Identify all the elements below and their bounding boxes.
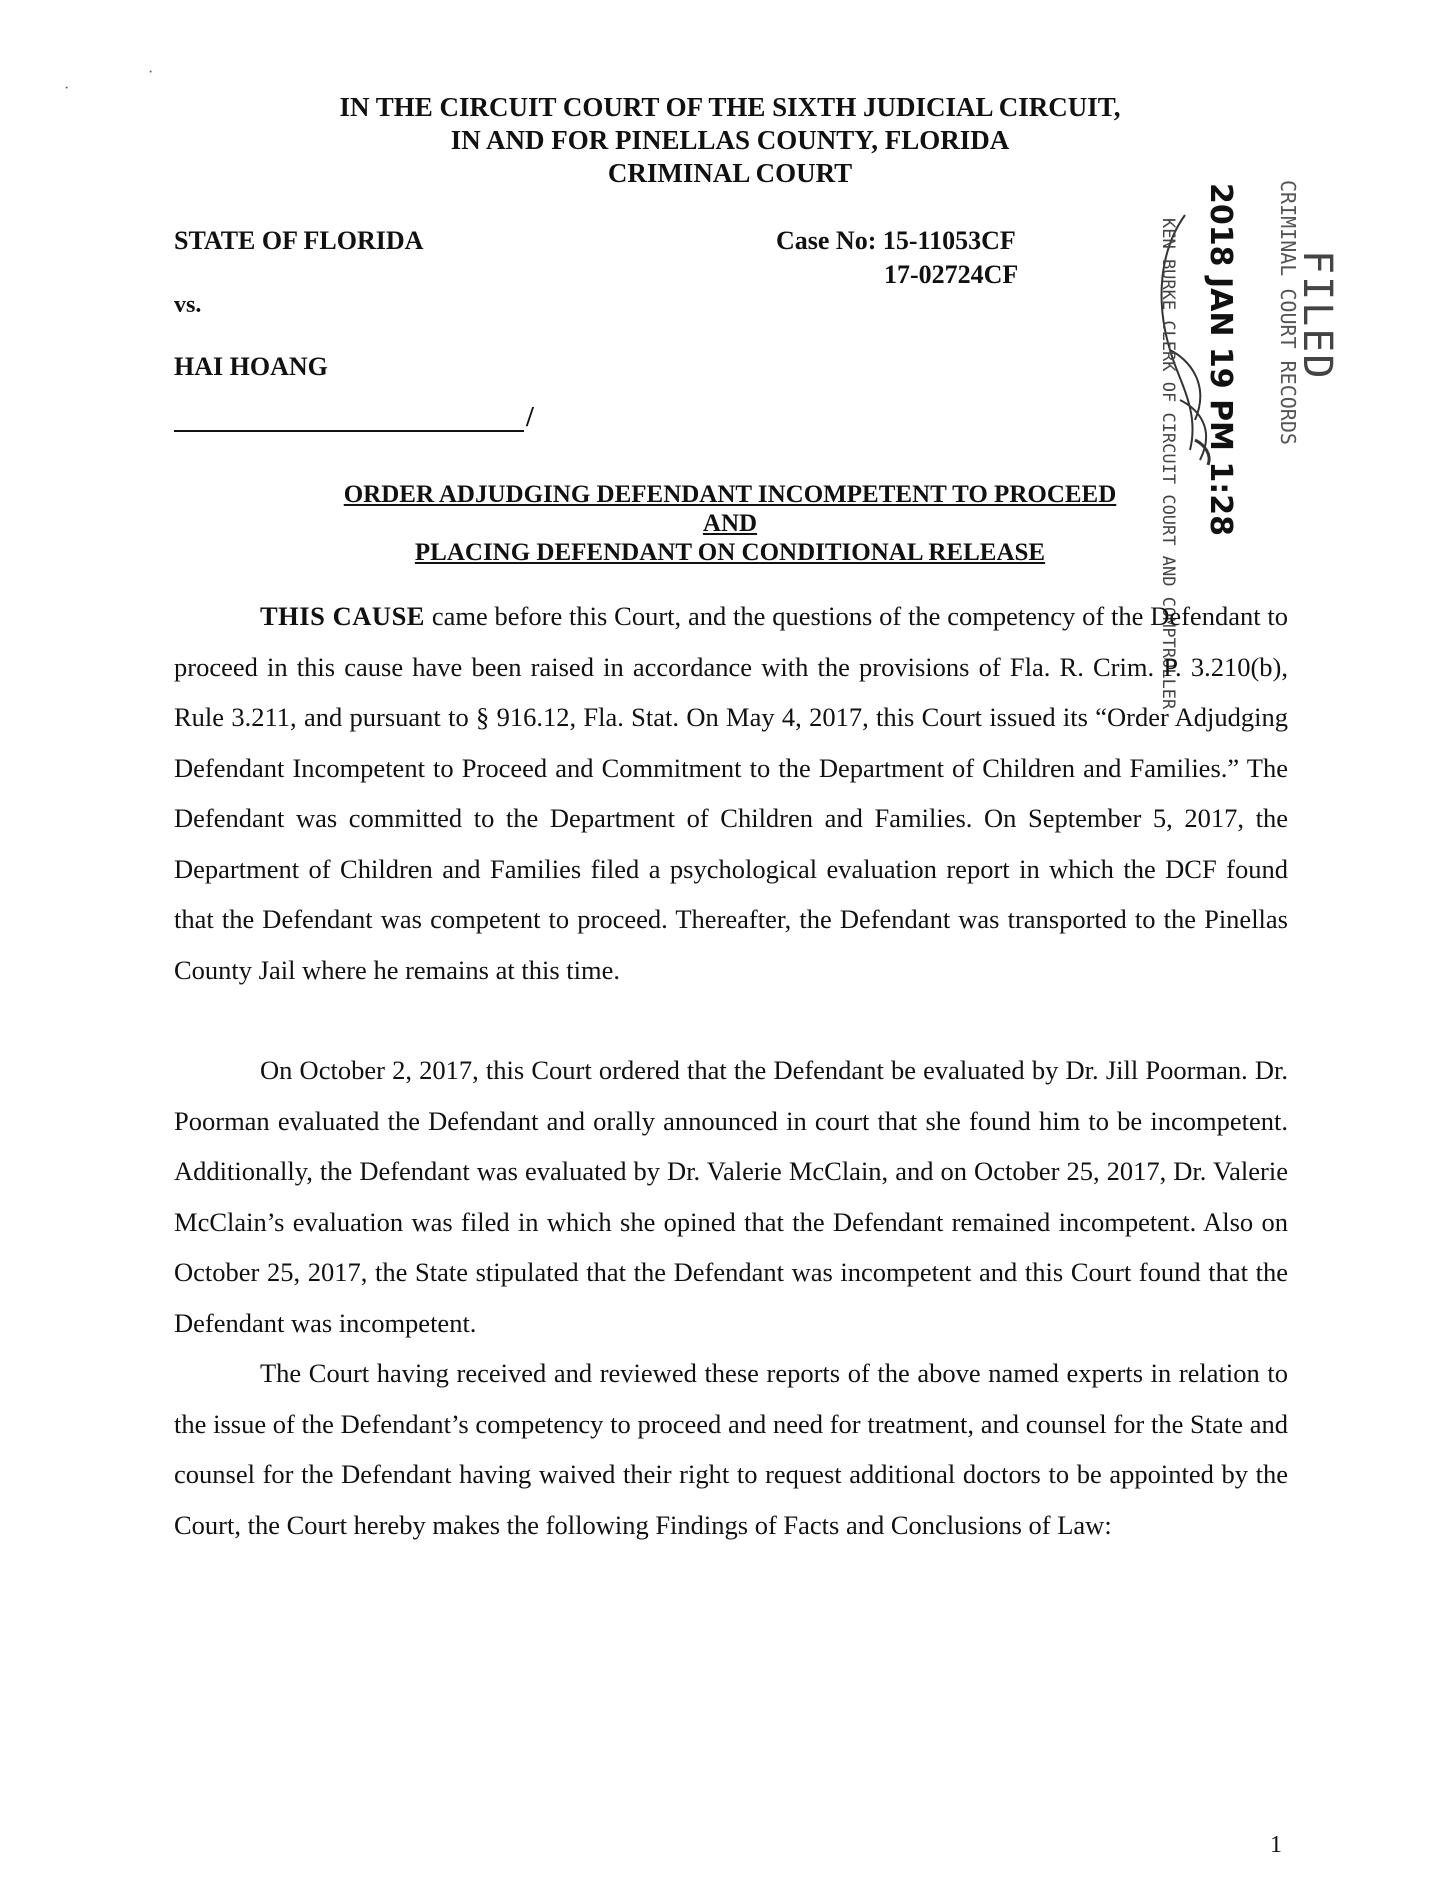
paragraph-3-text: The Court having received and reviewed these reports of the above named experts in relation to the issue of the Defendant’s competency to proceed and need for treatment, and counsel for the State and counsel for the Defendant having waived their right to request additional doctors to be appointed by the Court, the Court hereby makes the following Findings of Facts and Conclusions of Law: <box>174 1358 1288 1540</box>
court-heading-line-1: IN THE CIRCUIT COURT OF THE SIXTH JUDICIAL CIRCUIT, <box>339 92 1121 122</box>
court-heading <box>200 91 1260 190</box>
case-number-second: 17-02724CF <box>884 260 1019 289</box>
body-paragraph-3 <box>174 1348 1288 1550</box>
page-number: 1 <box>1270 1832 1282 1858</box>
scan-speck: · <box>148 64 154 81</box>
court-heading-line-3: CRIMINAL COURT <box>607 158 853 188</box>
body-paragraph-1 <box>174 591 1288 995</box>
caption-rule <box>174 430 524 432</box>
case-number: Case No: 15-11053CF <box>776 226 1016 255</box>
stamp-filed-label: FILED <box>1294 250 1340 381</box>
body-paragraph-2 <box>174 1045 1288 1348</box>
versus-label: vs. <box>174 292 202 318</box>
paragraph-1-text: came before this Court, and the questions of the competency of the Defendant to proceed in this cause have been raised in accordance with the provisions of Fla. R. Crim. P. 3.210(b), Rule 3.211, and pursuant to § 916.12, Fla. Stat. On May 4, 2017, this Court issued its “Order Adjudging Defendant Incompetent to Proceed and Commitment to the Department of Children and Families.” The Defendant was committed to the Department of Children and Families. On September 5, 2017, the Department of Children and Families filed a psychological evaluation report in which the DCF found that the Defendant was competent to proceed. Thereafter, the Defendant was transported to the Pinellas County Jail where he remains at this time. <box>174 601 1288 985</box>
court-heading-line-2: IN AND FOR PINELLAS COUNTY, FLORIDA <box>450 125 1010 155</box>
order-title-line-3: PLACING DEFENDANT ON CONDITIONAL RELEASE <box>414 539 1046 566</box>
caption-slash: / <box>526 402 534 433</box>
paragraph-2-text: On October 2, 2017, this Court ordered that the Defendant be evaluated by Dr. Jill Poorman. Dr. Poorman evaluated the Defendant and orally announced in court that she found him to be incompetent. Additionally, the Defendant was evaluated by Dr. Valerie McClain, and on October 25, 2017, Dr. Valerie McClain’s evaluation was filed in which she opined that the Defendant remained incompetent. Also on October 25, 2017, the State stipulated that the Defendant was incompetent and this Court found that the Defendant was incompetent. <box>174 1055 1288 1338</box>
order-title <box>200 480 1260 567</box>
plaintiff-name: STATE OF FLORIDA <box>174 226 424 255</box>
stamp-date: 2018 JAN 19 PM 1:28 <box>1203 183 1238 536</box>
stamp-records-label: CRIMINAL COURT RECORDS <box>1276 180 1300 445</box>
paragraph-lead: THIS CAUSE <box>260 601 425 631</box>
order-title-line-1: ORDER ADJUDGING DEFENDANT INCOMPETENT TO PROCEED <box>343 481 1117 508</box>
defendant-name: HAI HOANG <box>174 352 328 381</box>
clerk-stamp-text: KEN BURKE CLERK OF CIRCUIT COURT AND COMPTROLLER <box>1158 218 1178 710</box>
scan-speck: · <box>64 80 70 97</box>
order-title-line-2: AND <box>702 510 758 537</box>
